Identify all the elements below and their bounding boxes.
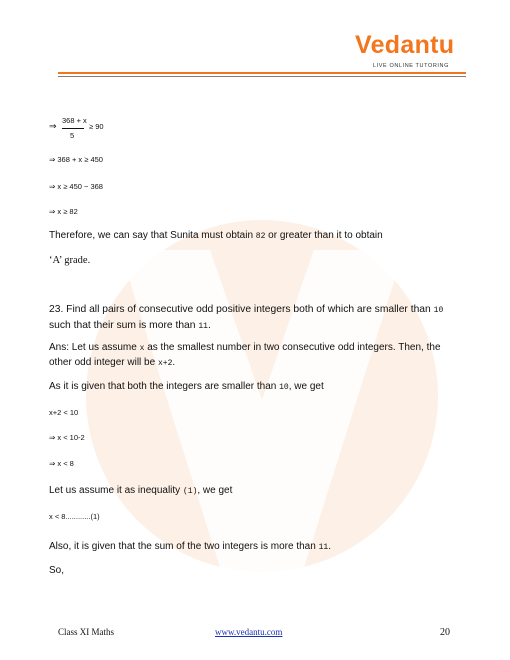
given1-value: 10: [279, 383, 289, 392]
answer-after: .: [172, 357, 176, 368]
question-val1: 10: [433, 306, 444, 315]
given2-value: 11: [318, 543, 329, 552]
conclusion-after: or greater than it to obtain: [265, 230, 383, 241]
question-23: [49, 302, 461, 334]
given2-after: .: [328, 541, 331, 552]
answer-paragraph: [49, 341, 461, 371]
assume-ref: (1): [182, 487, 198, 496]
assume-after: , we get: [197, 485, 233, 496]
conclusion-text: [49, 229, 461, 244]
given2-before: Also, it is given that the sum of the two integers is more than: [49, 541, 319, 552]
header-rule: [58, 72, 466, 74]
answer-label: Ans:: [49, 342, 70, 353]
footer-course: Class XI Maths: [58, 627, 114, 637]
implies-arrow: ⇒: [49, 121, 57, 131]
vedantu-logo: [355, 31, 465, 73]
conclusion-before: Therefore, we can say that Sunita must obtain: [49, 230, 256, 241]
math-step-4: ⇒ x ≥ 82: [49, 207, 78, 216]
given-smaller-than: [49, 380, 461, 395]
question-before: 23. Find all pairs of consecutive odd positive integers both of which are smaller than: [49, 304, 434, 315]
ineq-line-2: ⇒ x < 10-2: [49, 433, 85, 442]
fraction-denominator: 5: [70, 131, 75, 140]
question-after: .: [207, 320, 211, 331]
math-step-2: ⇒ 368 + x ≥ 450: [49, 155, 103, 164]
conclusion-value: 82: [255, 232, 266, 241]
grade-line: ‘A’ grade.: [49, 255, 91, 266]
assume-inequality: [49, 484, 461, 499]
answer-var-x: x: [139, 344, 145, 353]
ineq-ref-line: x < 8............(1): [49, 512, 100, 521]
fraction-numerator: 368 + x: [62, 116, 87, 125]
fraction-rhs: ≥ 90: [89, 122, 104, 131]
answer-middle: as the smallest number in two consecutive odd integers. Then, the other odd integer will be: [49, 342, 441, 368]
given1-before: As it is given that both the integers are smaller than: [49, 381, 280, 392]
math-step-3: ⇒ x ≥ 450 − 368: [49, 182, 103, 191]
so-line: So,: [49, 565, 65, 576]
question-val2: 11: [198, 322, 208, 331]
logo-tagline: LIVE ONLINE TUTORING: [373, 63, 449, 69]
logo-wordmark: Vedantu: [355, 31, 455, 59]
ineq-line-1: x+2 < 10: [49, 408, 79, 417]
assume-before: Let us assume it as inequality: [49, 485, 183, 496]
footer-website-link[interactable]: www.vedantu.com: [215, 627, 283, 637]
given-sum-more: [49, 540, 461, 555]
question-middle: such that their sum is more than: [49, 320, 199, 331]
answer-before: Let us assume: [69, 342, 140, 353]
fraction-bar: [62, 128, 84, 129]
footer-page-number: 20: [440, 627, 450, 638]
header-rule-thin: [58, 76, 466, 77]
given1-after: , we get: [288, 381, 324, 392]
answer-expr: x+2: [157, 359, 173, 368]
ineq-line-3: ⇒ x < 8: [49, 459, 74, 468]
